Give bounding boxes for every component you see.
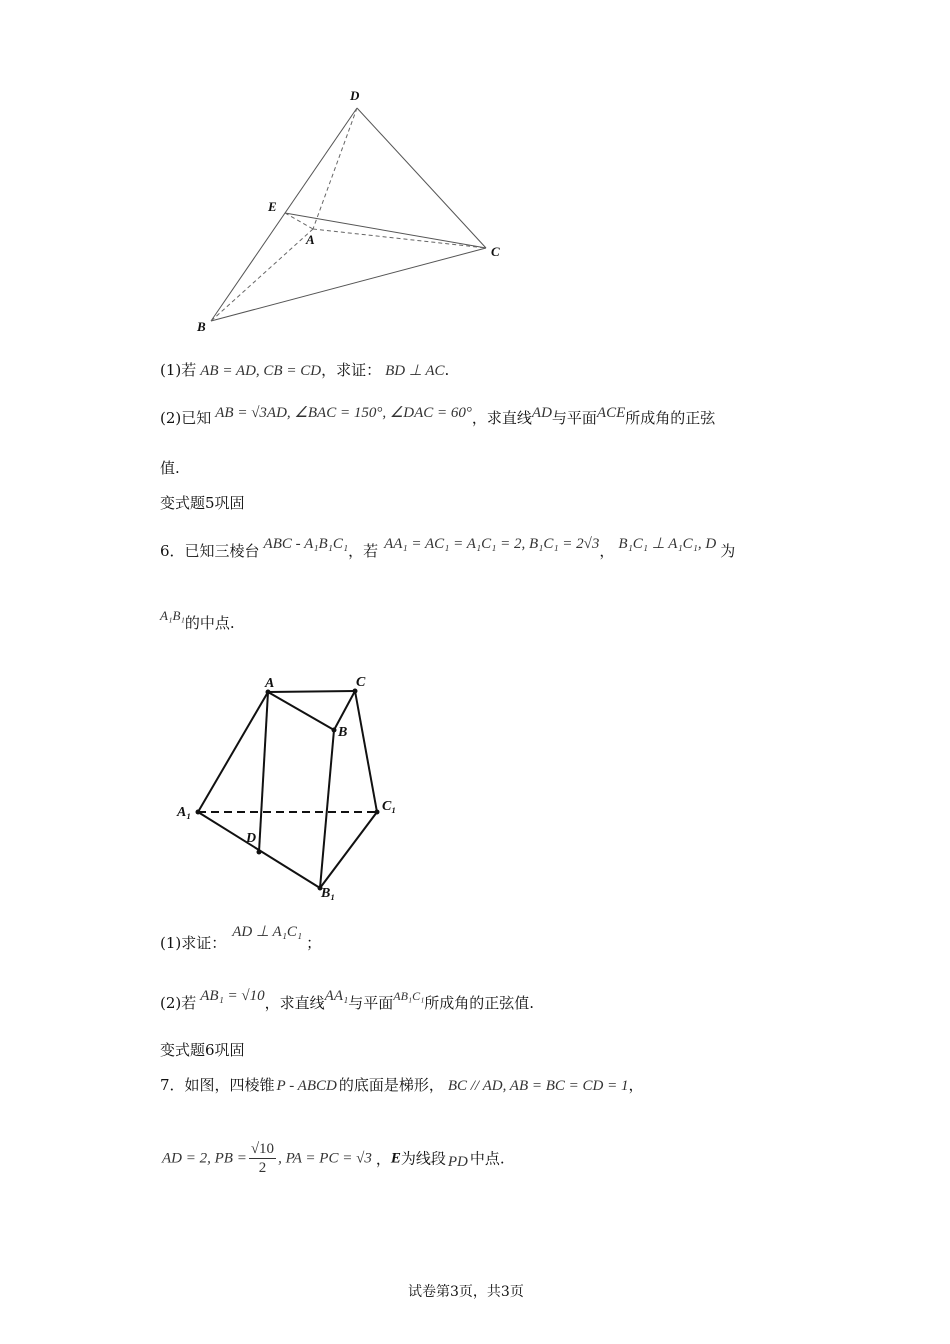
q7-intro: 7．如图，四棱锥	[160, 1076, 275, 1094]
q5-p1-goal: BD ⊥ AC	[385, 363, 445, 379]
edge-DC	[357, 108, 486, 248]
q7-fraction-denominator: 2	[258, 1160, 267, 1176]
q7-tail-c: 中点.	[469, 1149, 505, 1168]
q6-intro	[160, 536, 736, 562]
q5-p2-prefix: (2)已知	[160, 409, 212, 427]
q6-solid: ABC - A₁B₁C₁	[263, 536, 349, 552]
point-B	[332, 728, 337, 733]
label-A1: A₁	[177, 805, 192, 820]
q5-p1-condition: AB = AD, CB = CD	[200, 363, 322, 379]
q7-point-E: E	[390, 1150, 401, 1167]
label-B: B	[338, 725, 348, 740]
edge-A-C	[268, 691, 355, 692]
edge-A-B	[268, 692, 334, 730]
label-D: D	[350, 88, 360, 103]
point-A1	[196, 810, 201, 815]
point-C1	[375, 810, 380, 815]
q6-wei: 为	[720, 542, 736, 560]
q6-p2-mid: ，求直线	[264, 994, 325, 1012]
q7-condition1: BC // AD, AB = BC = CD = 1	[447, 1078, 629, 1094]
figure-frustum	[0, 660, 950, 905]
label-D: D	[246, 831, 257, 846]
q6-segment: A₁B₁	[160, 608, 185, 623]
section-heading-6: 变式题6巩固	[160, 1041, 245, 1059]
label-C: C	[356, 675, 366, 690]
q7-line2	[162, 1140, 505, 1184]
q6-intro-text: 6．已知三棱台	[160, 542, 260, 560]
point-D	[257, 850, 262, 855]
edge-DA	[313, 108, 357, 229]
q6-condition1: AA₁ = AC₁ = A₁C₁ = 2, B₁C₁ = 2√3	[384, 536, 600, 552]
q7-condition2b: , PA = PC = √3	[278, 1150, 372, 1167]
q6-p1-prefix: (1)求证：	[160, 934, 227, 952]
q7-condition2a: AD = 2, PB =	[162, 1150, 247, 1167]
q5-p1-prefix: (1)若	[160, 361, 197, 379]
q7-line1	[160, 1075, 644, 1096]
edge-B-B1	[320, 730, 334, 888]
q5-p2-mid2: 与平面	[551, 409, 597, 427]
edge-A-D	[259, 692, 268, 852]
q7-fraction-numerator: √10	[250, 1141, 275, 1157]
edge-EC	[285, 213, 486, 248]
edge-A-A1	[198, 692, 268, 812]
q7-tail-b: 为线段	[400, 1149, 446, 1168]
label-C: C	[491, 244, 500, 259]
q7-mid: 的底面是梯形，	[338, 1076, 444, 1094]
label-A: A	[265, 676, 275, 691]
q5-p2-condition: AB = √3AD, ∠BAC = 150°, ∠DAC = 60°	[215, 405, 472, 421]
q6-p2-condition: AB₁ = √10	[200, 988, 265, 1004]
label-E: E	[268, 199, 277, 214]
edge-BC	[211, 248, 486, 321]
edge-B1-C1	[320, 812, 377, 888]
q6-p2-plane: AB₁C₁	[393, 989, 425, 1003]
label-B1: B₁	[321, 886, 336, 901]
q5-p1-end: .	[444, 361, 450, 379]
label-C1: C₁	[382, 799, 397, 814]
edge-DB	[211, 108, 357, 321]
q7-segment-PD: PD	[447, 1153, 468, 1170]
q7-tail-a: ，	[375, 1149, 391, 1168]
q5-p2-tail: 所成角的正弦	[625, 409, 716, 427]
q6-p2-prefix: (2)若	[160, 994, 197, 1012]
q5-p1-mid: ，求证：	[321, 361, 382, 379]
q6-p2-line: AA₁	[324, 988, 349, 1004]
edge-AC	[313, 229, 486, 248]
q5-p2-plane: ACE	[596, 405, 626, 421]
section-heading-5: 变式题5巩固	[160, 494, 245, 512]
label-A: A	[306, 232, 315, 247]
q6-p2-mid2: 与平面	[348, 994, 394, 1012]
q7-fraction	[249, 1140, 276, 1177]
q6-part1	[160, 924, 322, 954]
q5-p2-line: AD	[531, 405, 552, 421]
q7-comma: ，	[628, 1076, 644, 1094]
q6-p1-goal: AD ⊥ A₁C₁	[232, 924, 303, 940]
q6-p2-tail: 所成角的正弦值.	[424, 994, 535, 1012]
q5-part1	[160, 360, 449, 381]
q5-part2-tail: 值.	[160, 459, 180, 477]
q6-p1-end: ；	[306, 934, 322, 952]
q6-midpoint-text: 的中点.	[184, 614, 235, 632]
q6-part2	[160, 988, 535, 1014]
figure-tetrahedron	[0, 0, 950, 345]
q6-condition2: B₁C₁ ⊥ A₁C₁, D	[618, 536, 717, 552]
q6-intro-line2	[160, 608, 235, 634]
edge-C-C1	[355, 691, 377, 812]
q6-comma: ，	[599, 542, 615, 560]
q5-p2-mid: ，求直线	[471, 409, 532, 427]
q7-solid: P - ABCD	[276, 1078, 337, 1094]
page-footer: 试卷第3页，共3页	[408, 1284, 524, 1300]
q6-ruo: ，若	[348, 542, 379, 560]
q5-part2	[160, 405, 716, 429]
label-B: B	[197, 319, 206, 334]
